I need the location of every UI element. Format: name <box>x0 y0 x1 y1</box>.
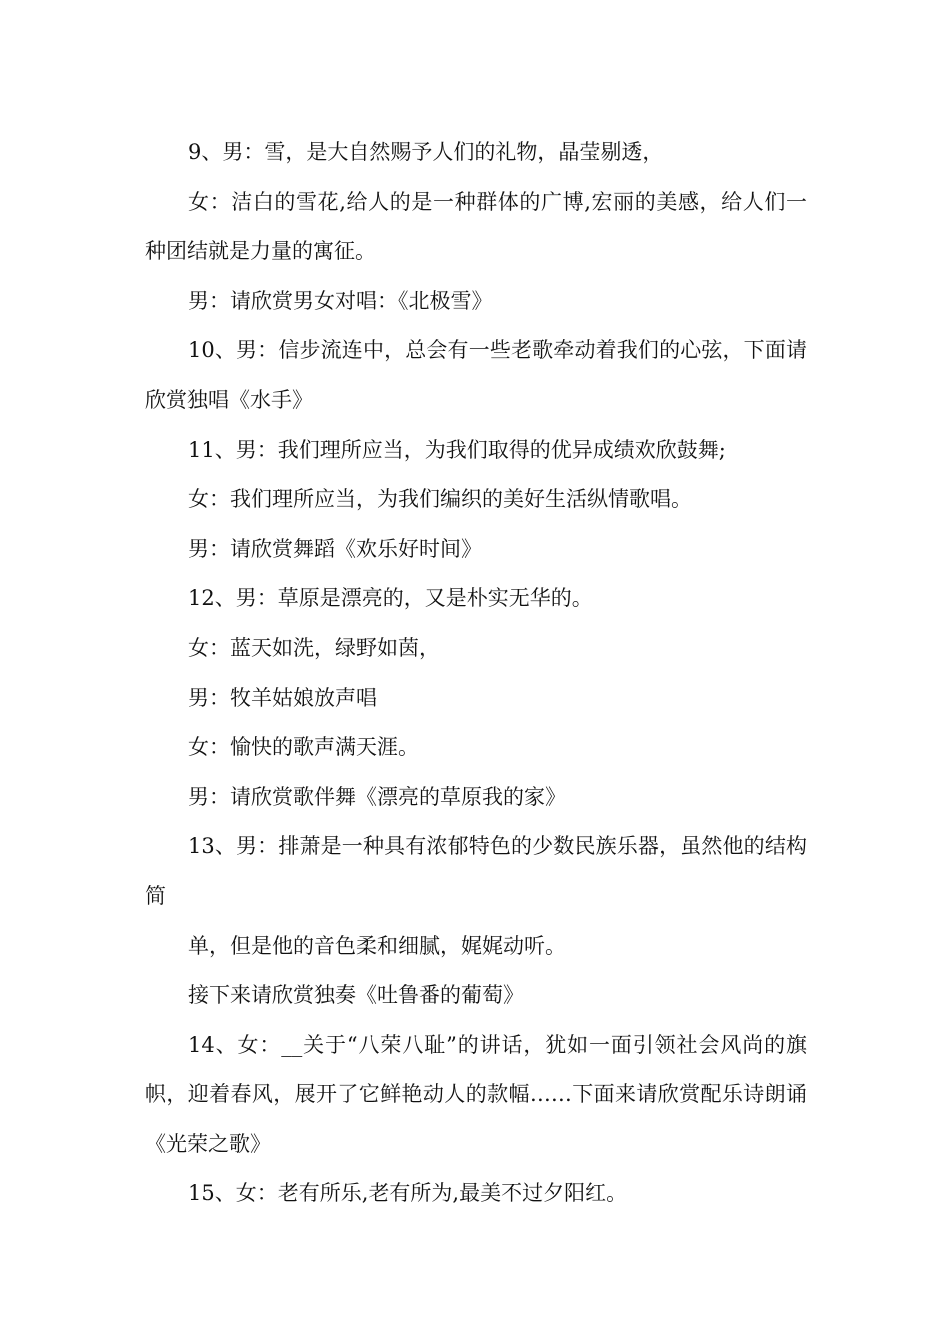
paragraph-10-male: 10、男：信步流连中，总会有一些老歌牵动着我们的心弦，下面请欣赏独唱《水手》 <box>145 338 807 412</box>
paragraph-12-intro: 男：请欣赏歌伴舞《漂亮的草原我的家》 <box>188 784 566 809</box>
paragraph-11-female: 女：我们理所应当，为我们编织的美好生活纵情歌唱。 <box>188 487 692 512</box>
paragraph-12-female-1: 女：蓝天如洗，绿野如茵， <box>188 635 440 660</box>
paragraph-12-male-2: 男：牧羊姑娘放声唱 <box>188 685 377 710</box>
paragraph-9-intro: 男：请欣赏男女对唱：《北极雪》 <box>188 288 493 313</box>
paragraph-13-intro: 接下来请欣赏独奏《吐鲁番的葡萄》 <box>188 983 524 1008</box>
paragraph-9-male: 9、男：雪，是大自然赐予人们的礼物，晶莹剔透， <box>188 140 664 164</box>
paragraph-13-male: 13、男：排萧是一种具有浓郁特色的少数民族乐器，虽然他的结构简 <box>145 834 807 908</box>
paragraph-11-male: 11、男：我们理所应当，为我们取得的优异成绩欢欣鼓舞; <box>188 437 726 462</box>
paragraph-13-continued: 单，但是他的音色柔和细腻，娓娓动听。 <box>188 933 566 958</box>
document-body <box>145 128 807 1219</box>
paragraph-14-female: 14、女：__关于“八荣八耻”的讲话，犹如一面引领社会风尚的旗帜，迎着春风，展开了它鲜艳动人的款幅……下面来请欣赏配乐诗朗诵《光荣之歌》 <box>145 1032 807 1156</box>
paragraph-15-female: 15、女：老有所乐,老有所为,最美不过夕阳红。 <box>188 1181 628 1206</box>
paragraph-12-male: 12、男：草原是漂亮的，又是朴实无华的。 <box>188 586 593 611</box>
paragraph-9-female: 女：洁白的雪花,给人的是一种群体的广博,宏丽的美感，给人们一种团结就是力量的寓征。 <box>145 189 807 264</box>
paragraph-12-female-2: 女：愉快的歌声满天涯。 <box>188 735 419 760</box>
paragraph-11-intro: 男：请欣赏舞蹈《欢乐好时间》 <box>188 536 482 561</box>
